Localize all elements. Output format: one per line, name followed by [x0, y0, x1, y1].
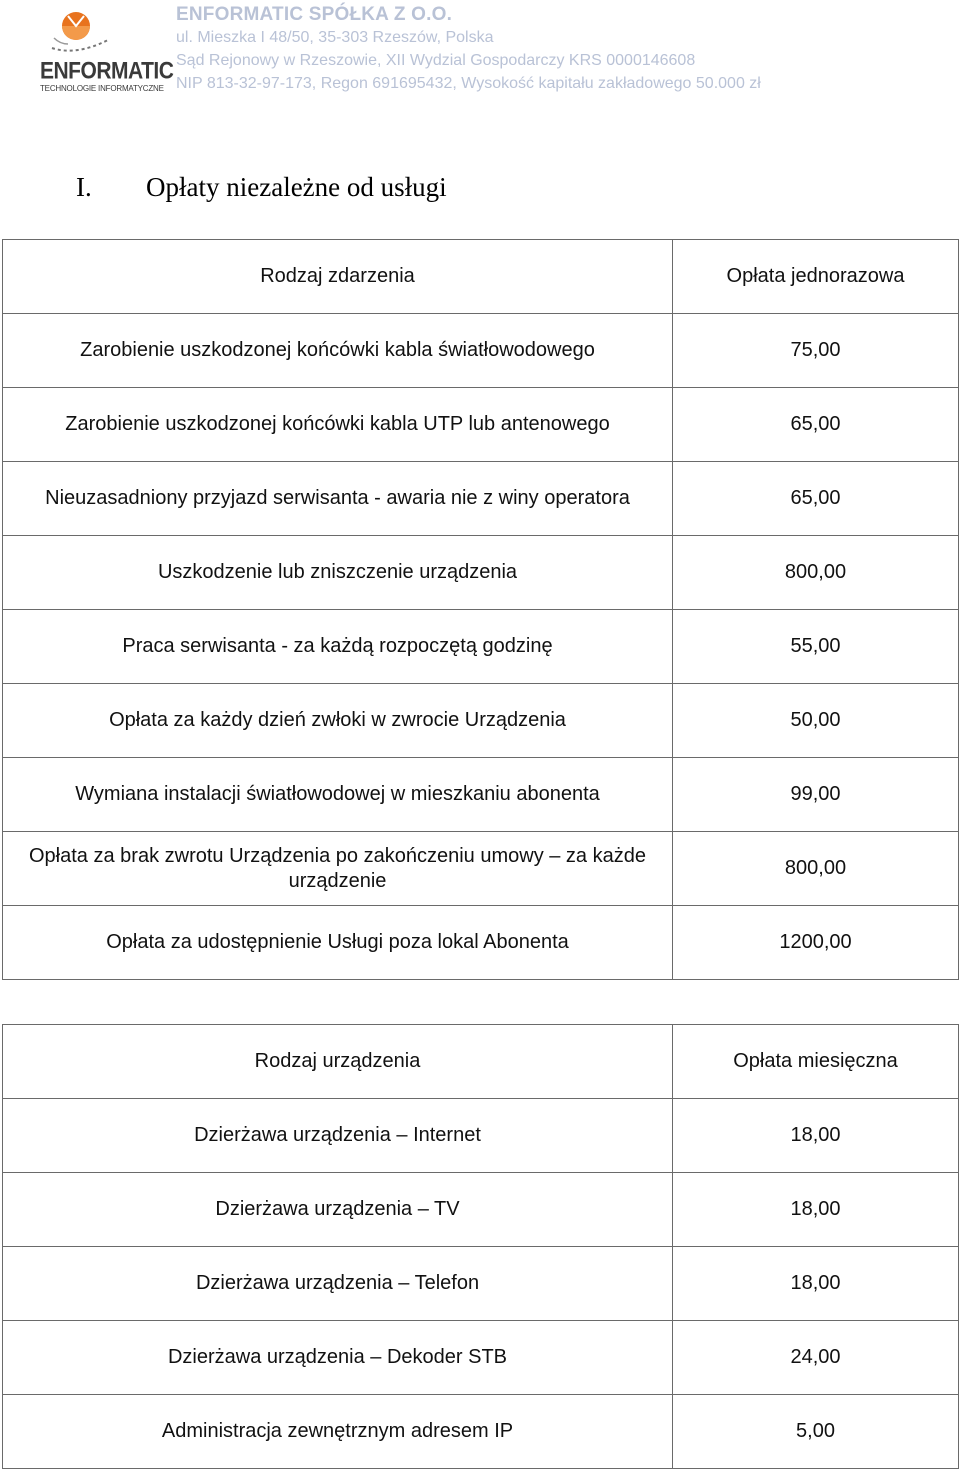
company-court: Sąd Rejonowy w Rzeszowie, XII Wydzial Gospodarczy KRS 0000146608: [176, 52, 696, 69]
fee-name: Opłata za każdy dzień zwłoki w zwrocie Urządzenia: [3, 684, 673, 758]
fee-amount: 65,00: [673, 388, 959, 462]
table-row: [3, 1099, 959, 1173]
company-name: ENFORMATIC SPÓŁKA Z O.O.: [176, 4, 453, 25]
device-fee: 5,00: [673, 1395, 959, 1469]
table-row: [3, 462, 959, 536]
device-fee: 18,00: [673, 1099, 959, 1173]
table-row: [3, 1395, 959, 1469]
company-details: [176, 4, 761, 95]
fee-amount: 1200,00: [673, 906, 959, 980]
device-fee: 24,00: [673, 1321, 959, 1395]
table-row: [3, 684, 959, 758]
company-registry: NIP 813-32-97-173, Regon 691695432, Wysokość kapitału zakładowego 50.000 zł: [176, 75, 761, 92]
section-title: [76, 172, 447, 203]
fee-amount: 75,00: [673, 314, 959, 388]
table-row: [3, 758, 959, 832]
column-header: Rodzaj zdarzenia: [3, 240, 673, 314]
fee-name: Praca serwisanta - za każdą rozpoczętą godzinę: [3, 610, 673, 684]
company-address: ul. Mieszka I 48/50, 35-303 Rzeszów, Polska: [176, 29, 494, 46]
device-name: Dzierżawa urządzenia – Dekoder STB: [3, 1321, 673, 1395]
logo-tagline: TECHNOLOGIE INFORMATYCZNE: [40, 84, 164, 93]
fee-amount: 50,00: [673, 684, 959, 758]
device-fee: 18,00: [673, 1247, 959, 1321]
table-row: [3, 314, 959, 388]
column-header: Opłata jednorazowa: [673, 240, 959, 314]
logo-wordmark: ENFORMATIC: [40, 58, 174, 85]
table-header-row: [3, 1025, 959, 1099]
column-header: Opłata miesięczna: [673, 1025, 959, 1099]
letterhead: [0, 0, 960, 100]
device-name: Dzierżawa urządzenia – TV: [3, 1173, 673, 1247]
device-name: Dzierżawa urządzenia – Internet: [3, 1099, 673, 1173]
device-name: Administracja zewnętrznym adresem IP: [3, 1395, 673, 1469]
device-fee: 18,00: [673, 1173, 959, 1247]
fee-amount: 800,00: [673, 536, 959, 610]
section-title-text: Opłaty niezależne od usługi: [146, 172, 447, 202]
fee-name: Zarobienie uszkodzonej końcówki kabla światłowodowego: [3, 314, 673, 388]
table-row: [3, 832, 959, 906]
fee-name: Wymiana instalacji światłowodowej w mieszkaniu abonenta: [3, 758, 673, 832]
table-row: [3, 1247, 959, 1321]
table-header-row: [3, 240, 959, 314]
fee-name: Uszkodzenie lub zniszczenie urządzenia: [3, 536, 673, 610]
table-row: [3, 388, 959, 462]
fee-name: Opłata za udostępnienie Usługi poza lokal Abonenta: [3, 906, 673, 980]
company-logo: [38, 4, 174, 94]
fee-name: Zarobienie uszkodzonej końcówki kabla UTP lub antenowego: [3, 388, 673, 462]
device-name: Dzierżawa urządzenia – Telefon: [3, 1247, 673, 1321]
table-row: [3, 906, 959, 980]
fee-name: Opłata za brak zwrotu Urządzenia po zakończeniu umowy – za każde urządzenie: [3, 832, 673, 906]
fee-name: Nieuzasadniony przyjazd serwisanta - awaria nie z winy operatora: [3, 462, 673, 536]
section-number: I.: [76, 172, 92, 202]
logo-sphere-icon: [38, 4, 148, 60]
table-row: [3, 1173, 959, 1247]
fee-amount: 99,00: [673, 758, 959, 832]
table-row: [3, 610, 959, 684]
column-header: Rodzaj urządzenia: [3, 1025, 673, 1099]
table-row: [3, 536, 959, 610]
fee-amount: 55,00: [673, 610, 959, 684]
fee-amount: 65,00: [673, 462, 959, 536]
table-row: [3, 1321, 959, 1395]
one-time-fees-table: [2, 239, 959, 980]
monthly-fees-table: [2, 1024, 959, 1469]
fee-amount: 800,00: [673, 832, 959, 906]
